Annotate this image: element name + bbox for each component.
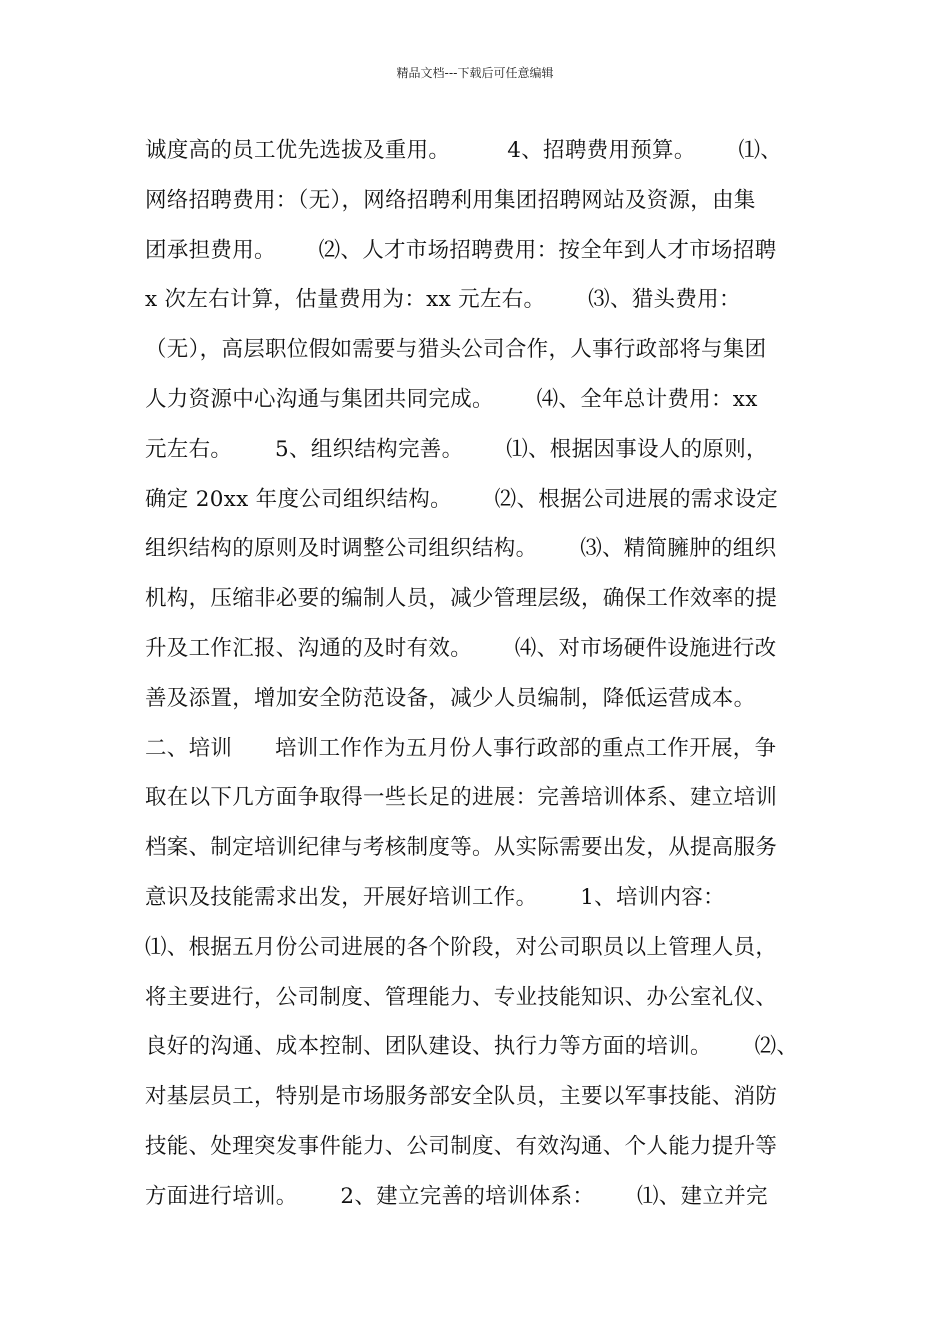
- text-line: 升及工作汇报、沟通的及时有效。 ⑷、对市场硬件设施进行改: [145, 635, 777, 661]
- text-line: 组织结构的原则及时调整公司组织结构。 ⑶、精简臃肿的组织: [145, 536, 777, 562]
- text-line: 技能、处理突发事件能力、公司制度、有效沟通、个人能力提升等: [145, 1133, 778, 1159]
- text-line: 良好的沟通、成本控制、团队建设、执行力等方面的培训。 ⑵、: [145, 1034, 799, 1060]
- text-line: （无），高层职位假如需要与猎头公司合作，人事行政部将与集团: [145, 337, 767, 363]
- text-line: 对基层员工，特别是市场服务部安全队员，主要以军事技能、消防: [145, 1084, 778, 1110]
- text-line: ⑴、根据五月份公司进展的各个阶段，对公司职员以上管理人员，: [145, 934, 778, 960]
- text-line: x 次左右计算，估量费用为：xx 元左右。 ⑶、猎头费用：: [145, 287, 741, 313]
- text-line: 确定 20xx 年度公司组织结构。 ⑵、根据公司进展的需求设定: [145, 486, 779, 512]
- text-line: 元左右。 5、组织结构完善。 ⑴、根据因事设人的原则，: [145, 436, 768, 462]
- text-line: 取在以下几方面争取得一些长足的进展：完善培训体系、建立培训: [145, 785, 778, 811]
- text-line: 档案、制定培训纪律与考核制度等。从实际需要出发，从提高服务: [145, 835, 778, 861]
- text-line: 团承担费用。 ⑵、人才市场招聘费用：按全年到人才市场招聘: [145, 237, 777, 263]
- text-line: 机构，压缩非必要的编制人员，减少管理层级，确保工作效率的提: [145, 586, 778, 612]
- document-body: [145, 131, 815, 1227]
- text-line: 诚度高的员工优先选拔及重用。 4、招聘费用预算。 ⑴、: [145, 138, 783, 163]
- page-header: 精品文档---下载后可任意编辑: [396, 66, 554, 80]
- text-line: 善及添置，增加安全防范设备，减少人员编制，降低运营成本。: [145, 685, 756, 711]
- text-line: 网络招聘费用：（无），网络招聘利用集团招聘网站及资源，由集: [145, 187, 756, 213]
- text-line: 意识及技能需求出发，开展好培训工作。 1、培训内容：: [145, 884, 725, 910]
- text-line: 人力资源中心沟通与集团共同完成。 ⑷、全年总计费用：xx: [145, 386, 758, 412]
- text-line: 方面进行培训。 2、建立完善的培训体系： ⑴、建立并完: [145, 1183, 768, 1209]
- text-line: 将主要进行，公司制度、管理能力、专业技能知识、办公室礼仪、: [145, 984, 778, 1010]
- text-line: 二、培训 培训工作作为五月份人事行政部的重点工作开展，争: [145, 735, 777, 761]
